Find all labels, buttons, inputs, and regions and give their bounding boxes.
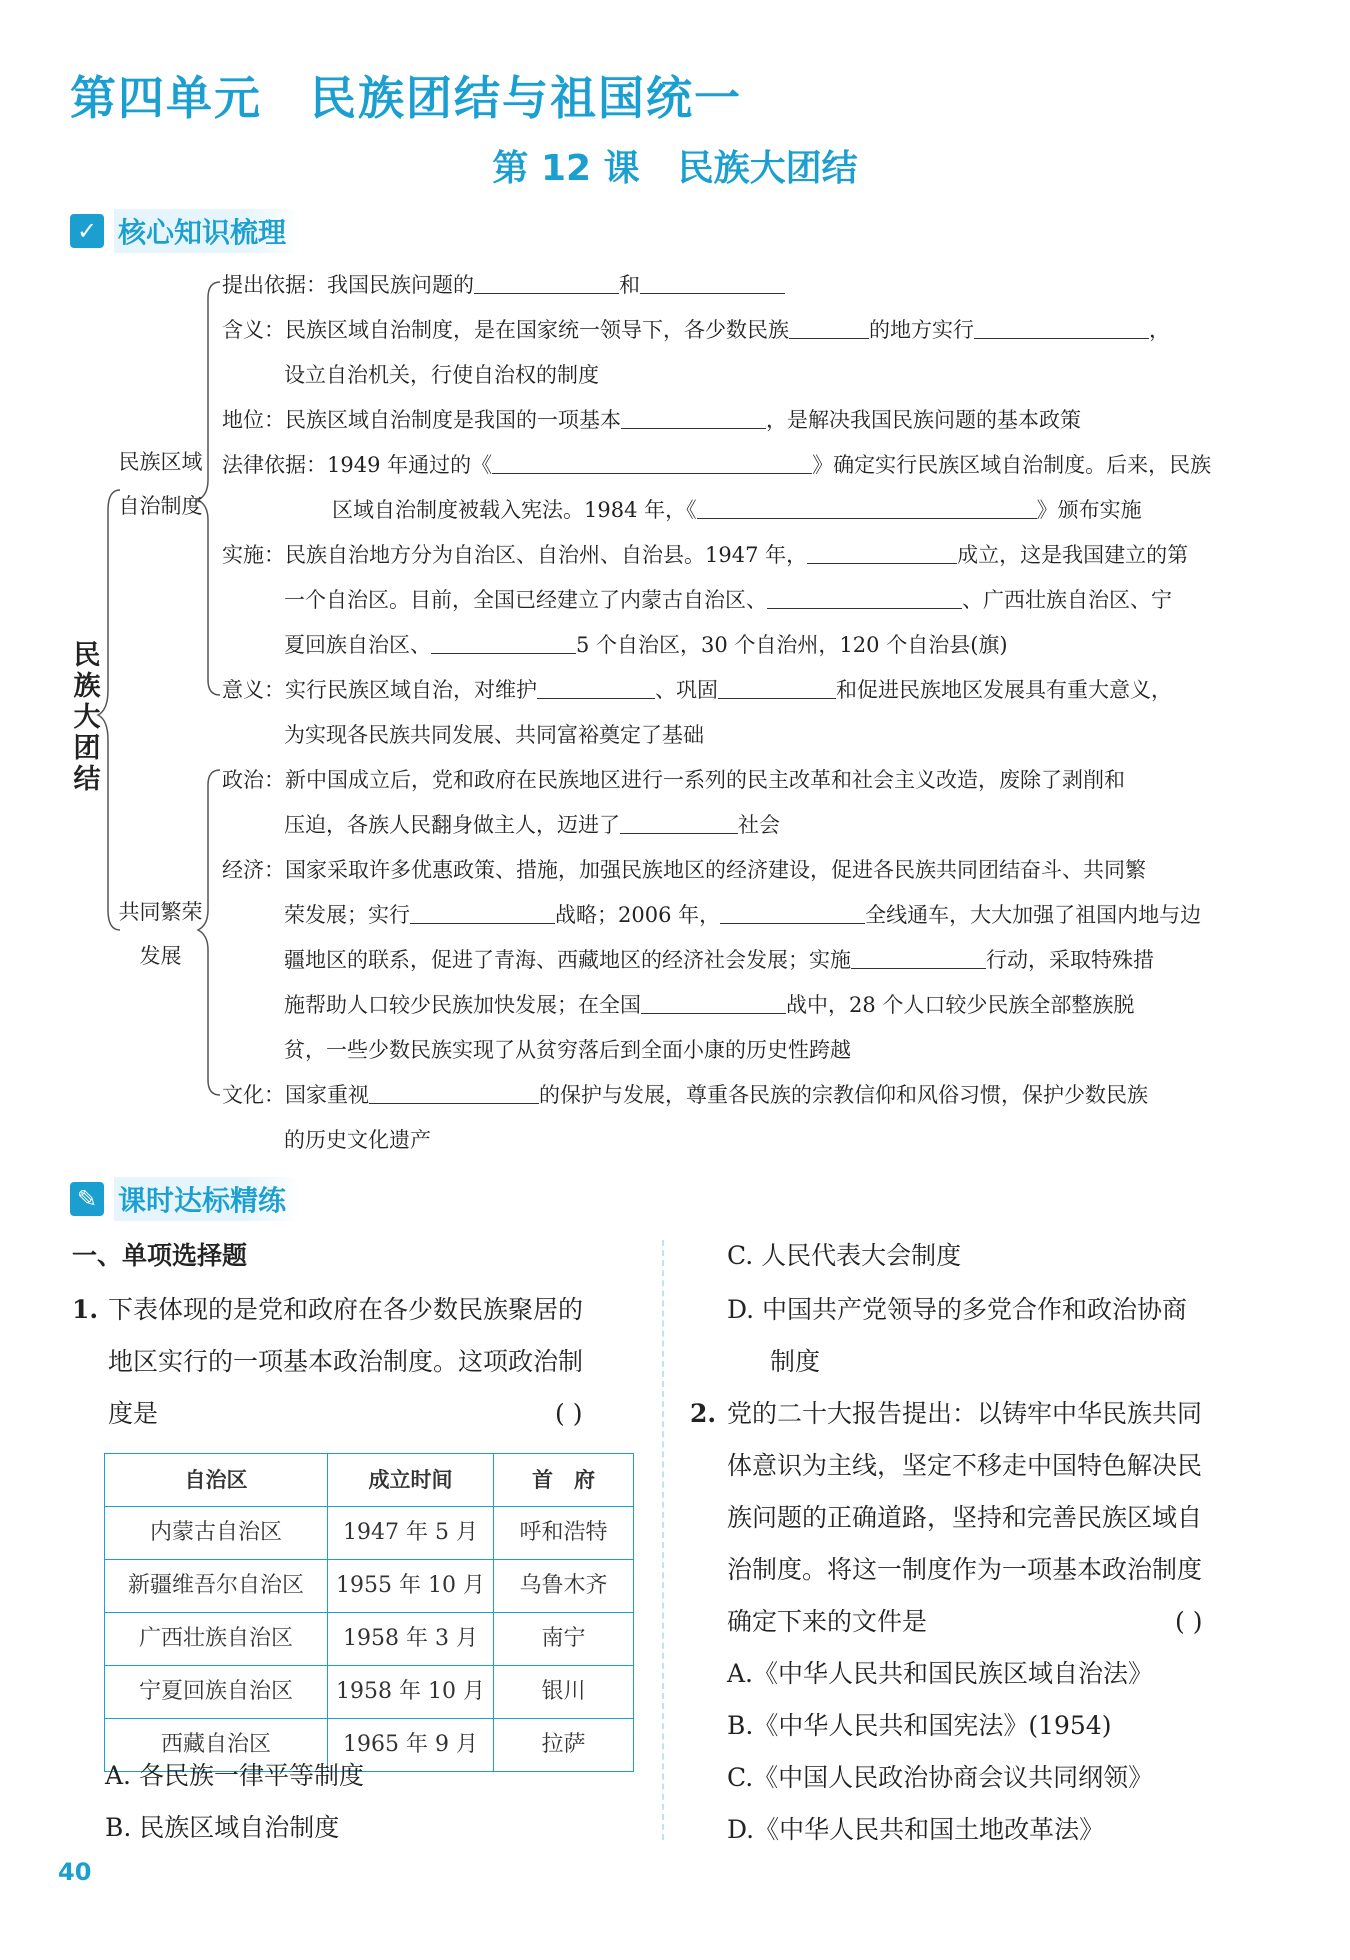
tree-line: 的历史文化遗产 xyxy=(284,1128,431,1152)
branch2-label: 共同繁荣 发展 xyxy=(118,900,203,968)
fill-blank[interactable] xyxy=(620,809,738,834)
table-cell: 新疆维吾尔自治区 xyxy=(105,1560,328,1613)
tree-line: 一个自治区。目前，全国已经建立了内蒙古自治区、 、广西壮族自治区、宁 xyxy=(284,578,1172,623)
answer-bracket[interactable]: ( ) xyxy=(1175,1607,1203,1636)
table-cell: 拉萨 xyxy=(493,1719,633,1772)
tree-root-label: 民族大团结 xyxy=(73,640,101,795)
section-header-practice xyxy=(70,1178,300,1220)
section-title: 课时达标精练 xyxy=(114,1177,300,1221)
q1-stem-line: 度是 xyxy=(108,1399,159,1428)
tree-line: 文化：国家重视 的保护与发展，尊重各民族的宗教信仰和风俗习惯，保护少数民族 xyxy=(222,1073,1148,1118)
fill-blank[interactable] xyxy=(720,899,865,924)
q1-stem-line: 下表体现的是党和政府在各少数民族聚居的 xyxy=(108,1295,584,1324)
fill-blank[interactable] xyxy=(492,449,812,474)
table-cell: 呼和浩特 xyxy=(493,1507,633,1560)
tree-line: 政治：新中国成立后，党和政府在民族地区进行一系列的民主改革和社会主义改造，废除了剥削和 xyxy=(222,768,1125,792)
tree-line: 法律依据：1949 年通过的《 》确定实行民族区域自治制度。后来，民族 xyxy=(222,443,1211,488)
answer-bracket[interactable]: ( ) xyxy=(555,1399,583,1428)
tree-line: 地位：民族区域自治制度是我国的一项基本 ，是解决我国民族问题的基本政策 xyxy=(222,398,1081,443)
fill-blank[interactable] xyxy=(718,674,836,699)
section-header-knowledge xyxy=(70,210,300,252)
q2-stem-line: 确定下来的文件是 xyxy=(727,1607,928,1636)
q1-option-c[interactable]: C. 人民代表大会制度 xyxy=(727,1241,962,1270)
fill-blank[interactable] xyxy=(640,269,785,294)
table-row xyxy=(105,1507,634,1560)
table-cell: 内蒙古自治区 xyxy=(105,1507,328,1560)
q1-option-a[interactable]: A. 各民族一律平等制度 xyxy=(105,1761,364,1790)
tree-line: 贫，一些少数民族实现了从贫穷落后到全面小康的历史性跨越 xyxy=(284,1038,851,1062)
q2-option-a[interactable]: A.《中华人民共和国民族区域自治法》 xyxy=(727,1659,1154,1688)
table-row xyxy=(105,1560,634,1613)
fill-blank[interactable] xyxy=(851,944,986,969)
q1-option-d-cont: 制度 xyxy=(770,1347,821,1376)
fill-blank[interactable] xyxy=(410,899,555,924)
check-square-icon: ✓ xyxy=(70,214,104,248)
q2-stem-line: 治制度。将这一制度作为一项基本政治制度 xyxy=(727,1555,1203,1584)
table-cell: 宁夏回族自治区 xyxy=(105,1666,328,1719)
table-cell: 西藏自治区 xyxy=(105,1719,328,1772)
fill-blank[interactable] xyxy=(537,674,655,699)
table-cell: 乌鲁木齐 xyxy=(493,1560,633,1613)
q2-option-c[interactable]: C.《中国人民政治协商会议共同纲领》 xyxy=(727,1763,1154,1792)
pencil-square-icon: ✎ xyxy=(70,1182,104,1216)
fill-blank[interactable] xyxy=(807,539,957,564)
q2-option-d[interactable]: D.《中华人民共和国土地改革法》 xyxy=(727,1815,1105,1844)
table-cell: 1958 年 10 月 xyxy=(328,1666,494,1719)
branch1-label: 民族区域 自治制度 xyxy=(118,450,203,518)
q1-option-b[interactable]: B. 民族区域自治制度 xyxy=(105,1813,340,1842)
tree-line: 夏回族自治区、 5 个自治区，30 个自治州，120 个自治县(旗) xyxy=(284,623,1008,668)
unit-title: 第四单元 民族团结与祖国统一 xyxy=(70,71,742,125)
q2-option-b[interactable]: B.《中华人民共和国宪法》(1954) xyxy=(727,1711,1112,1740)
q2-stem-line: 族问题的正确道路，坚持和完善民族区域自 xyxy=(727,1503,1203,1532)
fill-blank[interactable] xyxy=(369,1079,539,1104)
part-title: 一、单项选择题 xyxy=(72,1241,248,1270)
section-title: 核心知识梳理 xyxy=(114,209,300,253)
fill-blank[interactable] xyxy=(697,494,1037,519)
tree-line: 实施：民族自治地方分为自治区、自治州、自治县。1947 年， 成立，这是我国建立的第 xyxy=(222,533,1188,578)
tree-line: 设立自治机关，行使自治权的制度 xyxy=(284,363,599,387)
fill-blank[interactable] xyxy=(767,584,962,609)
table-cell: 南宁 xyxy=(493,1613,633,1666)
q2-stem-line: 党的二十大报告提出：以铸牢中华民族共同 xyxy=(727,1399,1203,1428)
table-cell: 1955 年 10 月 xyxy=(328,1560,494,1613)
column-divider xyxy=(662,1240,664,1840)
fill-blank[interactable] xyxy=(789,314,869,339)
table-row xyxy=(105,1613,634,1666)
lesson-title: 第 12 课 民族大团结 xyxy=(492,148,858,189)
fill-blank[interactable] xyxy=(431,629,576,654)
tree-line: 提出依据：我国民族问题的 和 xyxy=(222,263,785,308)
fill-blank[interactable] xyxy=(474,269,619,294)
fill-blank[interactable] xyxy=(641,989,786,1014)
tree-line: 压迫，各族人民翻身做主人，迈进了 社会 xyxy=(284,803,780,848)
q2-stem-line: 体意识为主线，坚定不移走中国特色解决民 xyxy=(727,1451,1203,1480)
fill-blank[interactable] xyxy=(974,314,1149,339)
q1-number: 1. xyxy=(72,1295,99,1324)
table-cell: 银川 xyxy=(493,1666,633,1719)
table-cell: 1947 年 5 月 xyxy=(328,1507,494,1560)
tree-braces xyxy=(80,270,230,1160)
table-header: 成立时间 xyxy=(328,1454,494,1507)
q2-number: 2. xyxy=(690,1399,717,1428)
tree-line: 为实现各民族共同发展、共同富裕奠定了基础 xyxy=(284,723,704,747)
region-table xyxy=(104,1453,634,1772)
fill-blank[interactable] xyxy=(621,404,766,429)
tree-line: 疆地区的联系，促进了青海、西藏地区的经济社会发展；实施 行动，采取特殊措 xyxy=(284,938,1154,983)
tree-line: 区域自治制度被载入宪法。1984 年，《 》颁布实施 xyxy=(332,488,1142,533)
table-row xyxy=(105,1666,634,1719)
table-header: 自治区 xyxy=(105,1454,328,1507)
table-cell: 广西壮族自治区 xyxy=(105,1613,328,1666)
table-header-row xyxy=(105,1454,634,1507)
q1-stem-line: 地区实行的一项基本政治制度。这项政治制 xyxy=(108,1347,584,1376)
q1-option-d[interactable]: D. 中国共产党领导的多党合作和政治协商 xyxy=(727,1295,1188,1324)
tree-line: 施帮助人口较少民族加快发展；在全国 战中，28 个人口较少民族全部整族脱 xyxy=(284,983,1134,1028)
table-header: 首 府 xyxy=(493,1454,633,1507)
tree-line: 含义：民族区域自治制度，是在国家统一领导下，各少数民族 的地方实行 ， xyxy=(222,308,1170,353)
tree-line: 荣发展；实行 战略；2006 年， 全线通车，大大加强了祖国内地与边 xyxy=(284,893,1201,938)
table-cell: 1965 年 9 月 xyxy=(328,1719,494,1772)
tree-line: 经济：国家采取许多优惠政策、措施，加强民族地区的经济建设，促进各民族共同团结奋斗、共同繁 xyxy=(222,858,1146,882)
page-number: 40 xyxy=(58,1858,92,1886)
table-cell: 1958 年 3 月 xyxy=(328,1613,494,1666)
tree-line: 意义：实行民族区域自治，对维护 、巩固 和促进民族地区发展具有重大意义， xyxy=(222,668,1172,713)
